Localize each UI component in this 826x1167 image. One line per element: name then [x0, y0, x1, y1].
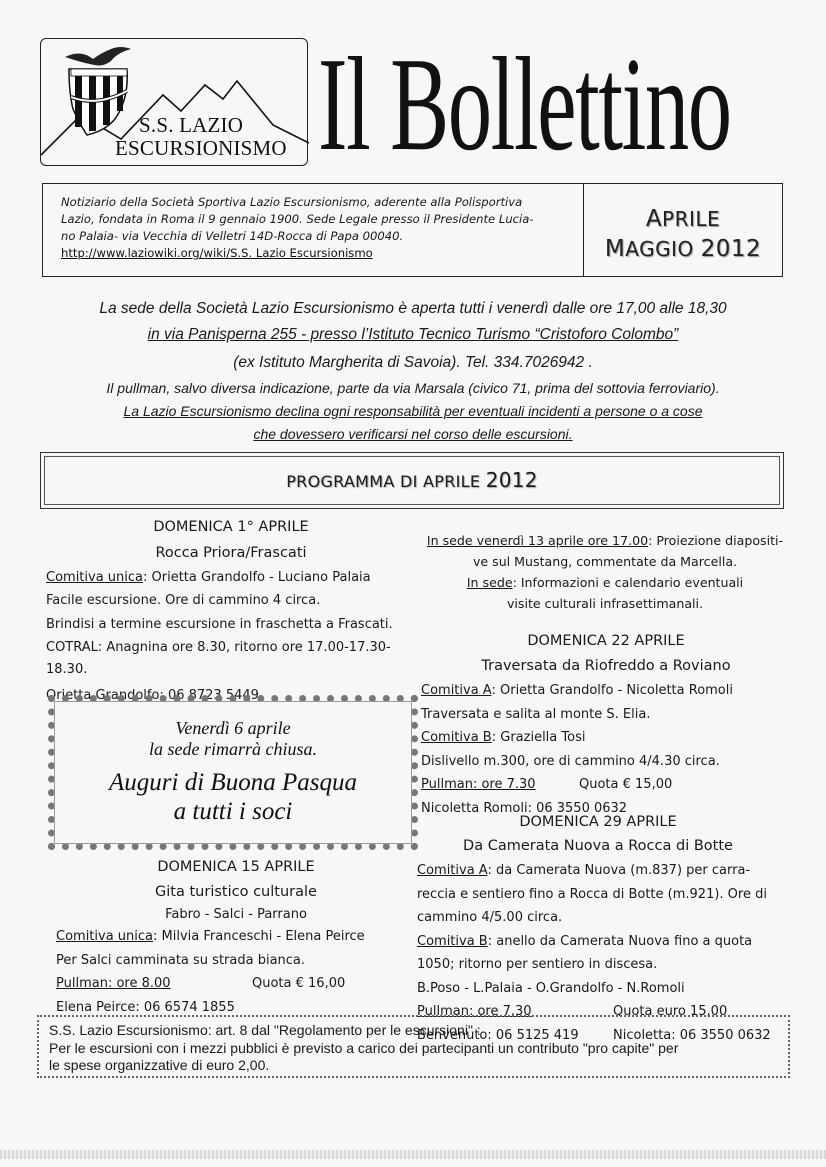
- issue-date-box: [583, 183, 783, 277]
- easter-greeting-2: a tutti i soci: [173, 798, 293, 825]
- comitiva-label: Comitiva unica: [56, 929, 154, 944]
- event-line: 18.30.: [46, 661, 88, 677]
- sede-line2: [415, 572, 795, 593]
- event-contact: Nicoletta: 06 3550 0632: [613, 1027, 771, 1043]
- easter-line1: Venerdì 6 aprile: [175, 718, 291, 738]
- event-title: Gita turistico culturale: [155, 884, 317, 900]
- notice-phone: (ex Istituto Margherita di Savoia). Tel. 334.7026942 .: [233, 354, 593, 371]
- comitiva-label: Comitiva B: [421, 730, 492, 745]
- event-line: Traversata e salita al monte S. Elia.: [421, 706, 651, 722]
- regolamento-line: Per le escursioni con i mezzi pubblici è previsto a carico dei partecipanti un contributo "pro capite" per: [49, 1039, 679, 1056]
- laziowiki-link[interactable]: http://www.laziowiki.org/wiki/S.S. Lazio Escursionismo: [61, 246, 373, 260]
- comitiva-text: : da Camerata Nuova (m.837) per carra-: [487, 863, 751, 878]
- comitiva-a-line: cammino 4/5.00 circa.: [417, 910, 563, 925]
- event-apr29: [417, 811, 779, 1047]
- comitiva-names: : Milvia Franceschi - Elena Peirce: [153, 929, 365, 944]
- event-leaders: B.Poso - L.Palaia - O.Grandolfo - N.Romoli: [417, 980, 685, 996]
- easter-greeting-1: Auguri di Buona Pasqua: [109, 769, 357, 796]
- event-apr22: [421, 629, 791, 820]
- scan-edge-divider: [0, 1150, 826, 1159]
- info-line: no Palaia- via Vecchia di Velletri 14D-Rocca di Papa 00040.: [61, 229, 404, 243]
- quota: Quota € 15,00: [579, 777, 673, 792]
- issue-month-2: MAGGIO 2012: [604, 236, 762, 262]
- info-line: Notiziario della Società Sportiva Lazio Escursionismo, aderente alla Polisportiva: [61, 195, 523, 209]
- notice-address: in via Panisperna 255 - presso l’Istituto Tecnico Turismo “Cristoforo Colombo”: [147, 326, 679, 343]
- logo: [40, 38, 308, 166]
- event-pullman-row: [56, 972, 416, 996]
- easter-notice-box: [48, 695, 418, 850]
- comitiva-label: Comitiva A: [417, 863, 488, 878]
- event-line: Facile escursione. Ore di cammino 4 circa.: [46, 593, 321, 608]
- event-line: Dislivello m.300, ore di cammino 4/4.30 circa.: [421, 753, 720, 769]
- pullman-time: Pullman: ore 7.30: [421, 777, 536, 792]
- sede-line1: [415, 530, 795, 551]
- notice-address-wrap: [0, 325, 826, 345]
- easter-line2: la sede rimarrà chiusa.: [149, 739, 317, 759]
- event-apr1: [46, 516, 416, 707]
- event-date: DOMENICA 29 APRILE: [519, 814, 677, 830]
- event-comitiva: [56, 925, 416, 949]
- event-place: Da Camerata Nuova a Rocca di Botte: [463, 838, 733, 854]
- notice-disclaimer-wrap: [0, 401, 826, 421]
- event-date: DOMENICA 1° APRILE: [153, 519, 309, 535]
- info-box: [42, 183, 584, 277]
- notice-disclaimer-2: che dovessero verificarsi nel corso delle escursioni.: [253, 426, 573, 442]
- event-comitiva: [46, 566, 416, 590]
- event-line: Per Salci camminata su strada bianca.: [56, 952, 306, 968]
- comitiva-label: Comitiva unica: [46, 569, 144, 585]
- comitiva-label: Comitiva B: [417, 933, 488, 949]
- event-pullman-row: [421, 773, 791, 797]
- event-apr15: [56, 855, 416, 1019]
- logo-text-line2: ESCURSIONISMO: [115, 136, 287, 160]
- programma-title-wrap: [44, 456, 780, 505]
- comitiva-b-line: [417, 930, 779, 954]
- event-line: COTRAL: Anagnina ore 8.30, ritorno ore 17.00-17.30-: [46, 640, 391, 655]
- issue-month-1: APRILE: [645, 206, 721, 232]
- quota: Quota euro 15,00: [613, 1004, 728, 1019]
- pullman-time: Pullman: ore 8.00: [56, 976, 171, 991]
- sede-text: : Proiezione diapositi-: [648, 533, 784, 548]
- page-title: Il Bollettino: [318, 30, 731, 178]
- notice-opening-hours: La sede della Società Lazio Escursionismo è aperta tutti i venerdì dalle ore 17,00 alle 18,30: [99, 300, 727, 317]
- sede-text: : Informazioni e calendario eventuali: [512, 575, 744, 590]
- notice-pullman: Il pullman, salvo diversa indicazione, parte da via Marsala (civico 71, prima del sottovia ferroviario).: [106, 380, 720, 396]
- event-contact: Elena Peirce: 06 6574 1855: [56, 999, 235, 1015]
- event-contact: Benvenuto: 06 5125 419: [417, 1027, 579, 1043]
- comitiva-names: : Graziella Tosi: [491, 730, 586, 745]
- comitiva-a-line: [417, 859, 779, 883]
- event-comitiva-a: [421, 679, 791, 703]
- notice-disclaimer-wrap-2: [0, 424, 826, 444]
- event-comitiva-b: [421, 726, 791, 750]
- programma-year: 2012: [485, 468, 538, 492]
- notice-disclaimer-1: La Lazio Escursionismo declina ogni responsabilità per eventuali incidenti a persone o a cose: [123, 403, 703, 419]
- programma-title: PROGRAMMA DI APRILE: [286, 472, 481, 491]
- sede-line: ve sul Mustang, commentate da Marcella.: [472, 554, 738, 569]
- comitiva-names: : Orietta Grandolfo - Luciano Palaia: [143, 569, 371, 585]
- regolamento-line: S.S. Lazio Escursionismo: art. 8 dal "Regolamento per le escursioni" :: [49, 1022, 481, 1038]
- eagle-icon: [65, 47, 131, 66]
- issue-year: 2012: [700, 236, 762, 262]
- logo-text-line1: S.S. LAZIO: [139, 113, 244, 137]
- sede-line: visite culturali infrasettimanali.: [506, 596, 704, 611]
- info-line: Lazio, fondata in Roma il 9 gennaio 1900. Sede Legale presso il Presidente Lucia-: [61, 212, 534, 226]
- sede-notice: [415, 530, 795, 614]
- comitiva-text: : anello da Camerata Nuova fino a quota: [487, 933, 753, 949]
- quota: Quota € 16,00: [252, 976, 346, 991]
- event-date: DOMENICA 22 APRILE: [527, 633, 685, 649]
- programma-banner: [40, 452, 784, 509]
- event-places: Fabro - Salci - Parrano: [165, 907, 307, 922]
- sede-label: In sede: [466, 575, 513, 590]
- comitiva-label: Comitiva A: [421, 683, 492, 698]
- comitiva-a-line: reccia e sentiero fino a Rocca di Botte (m.921). Ore di: [417, 886, 767, 902]
- event-line: Brindisi a termine escursione in fraschetta a Frascati.: [46, 616, 393, 632]
- event-contact: Orietta Grandolfo: 06 8723 5449: [46, 687, 259, 703]
- comitiva-names: : Orietta Grandolfo - Nicoletta Romoli: [491, 683, 733, 698]
- event-place: Traversata da Riofreddo a Roviano: [481, 658, 731, 674]
- pullman-time: Pullman: ore 7.30: [417, 1004, 532, 1019]
- regolamento-line: le spese organizzative di euro 2,00.: [49, 1057, 270, 1073]
- event-place: Rocca Priora/Frascati: [155, 544, 307, 561]
- event-date: DOMENICA 15 APRILE: [157, 859, 315, 875]
- regolamento-box: [37, 1015, 790, 1078]
- event-contact: Nicoletta Romoli: 06 3550 0632: [421, 800, 628, 816]
- comitiva-b-line: 1050; ritorno per sentiero in discesa.: [417, 957, 658, 972]
- sede-label: In sede venerdì 13 aprile ore 17.00: [426, 533, 649, 548]
